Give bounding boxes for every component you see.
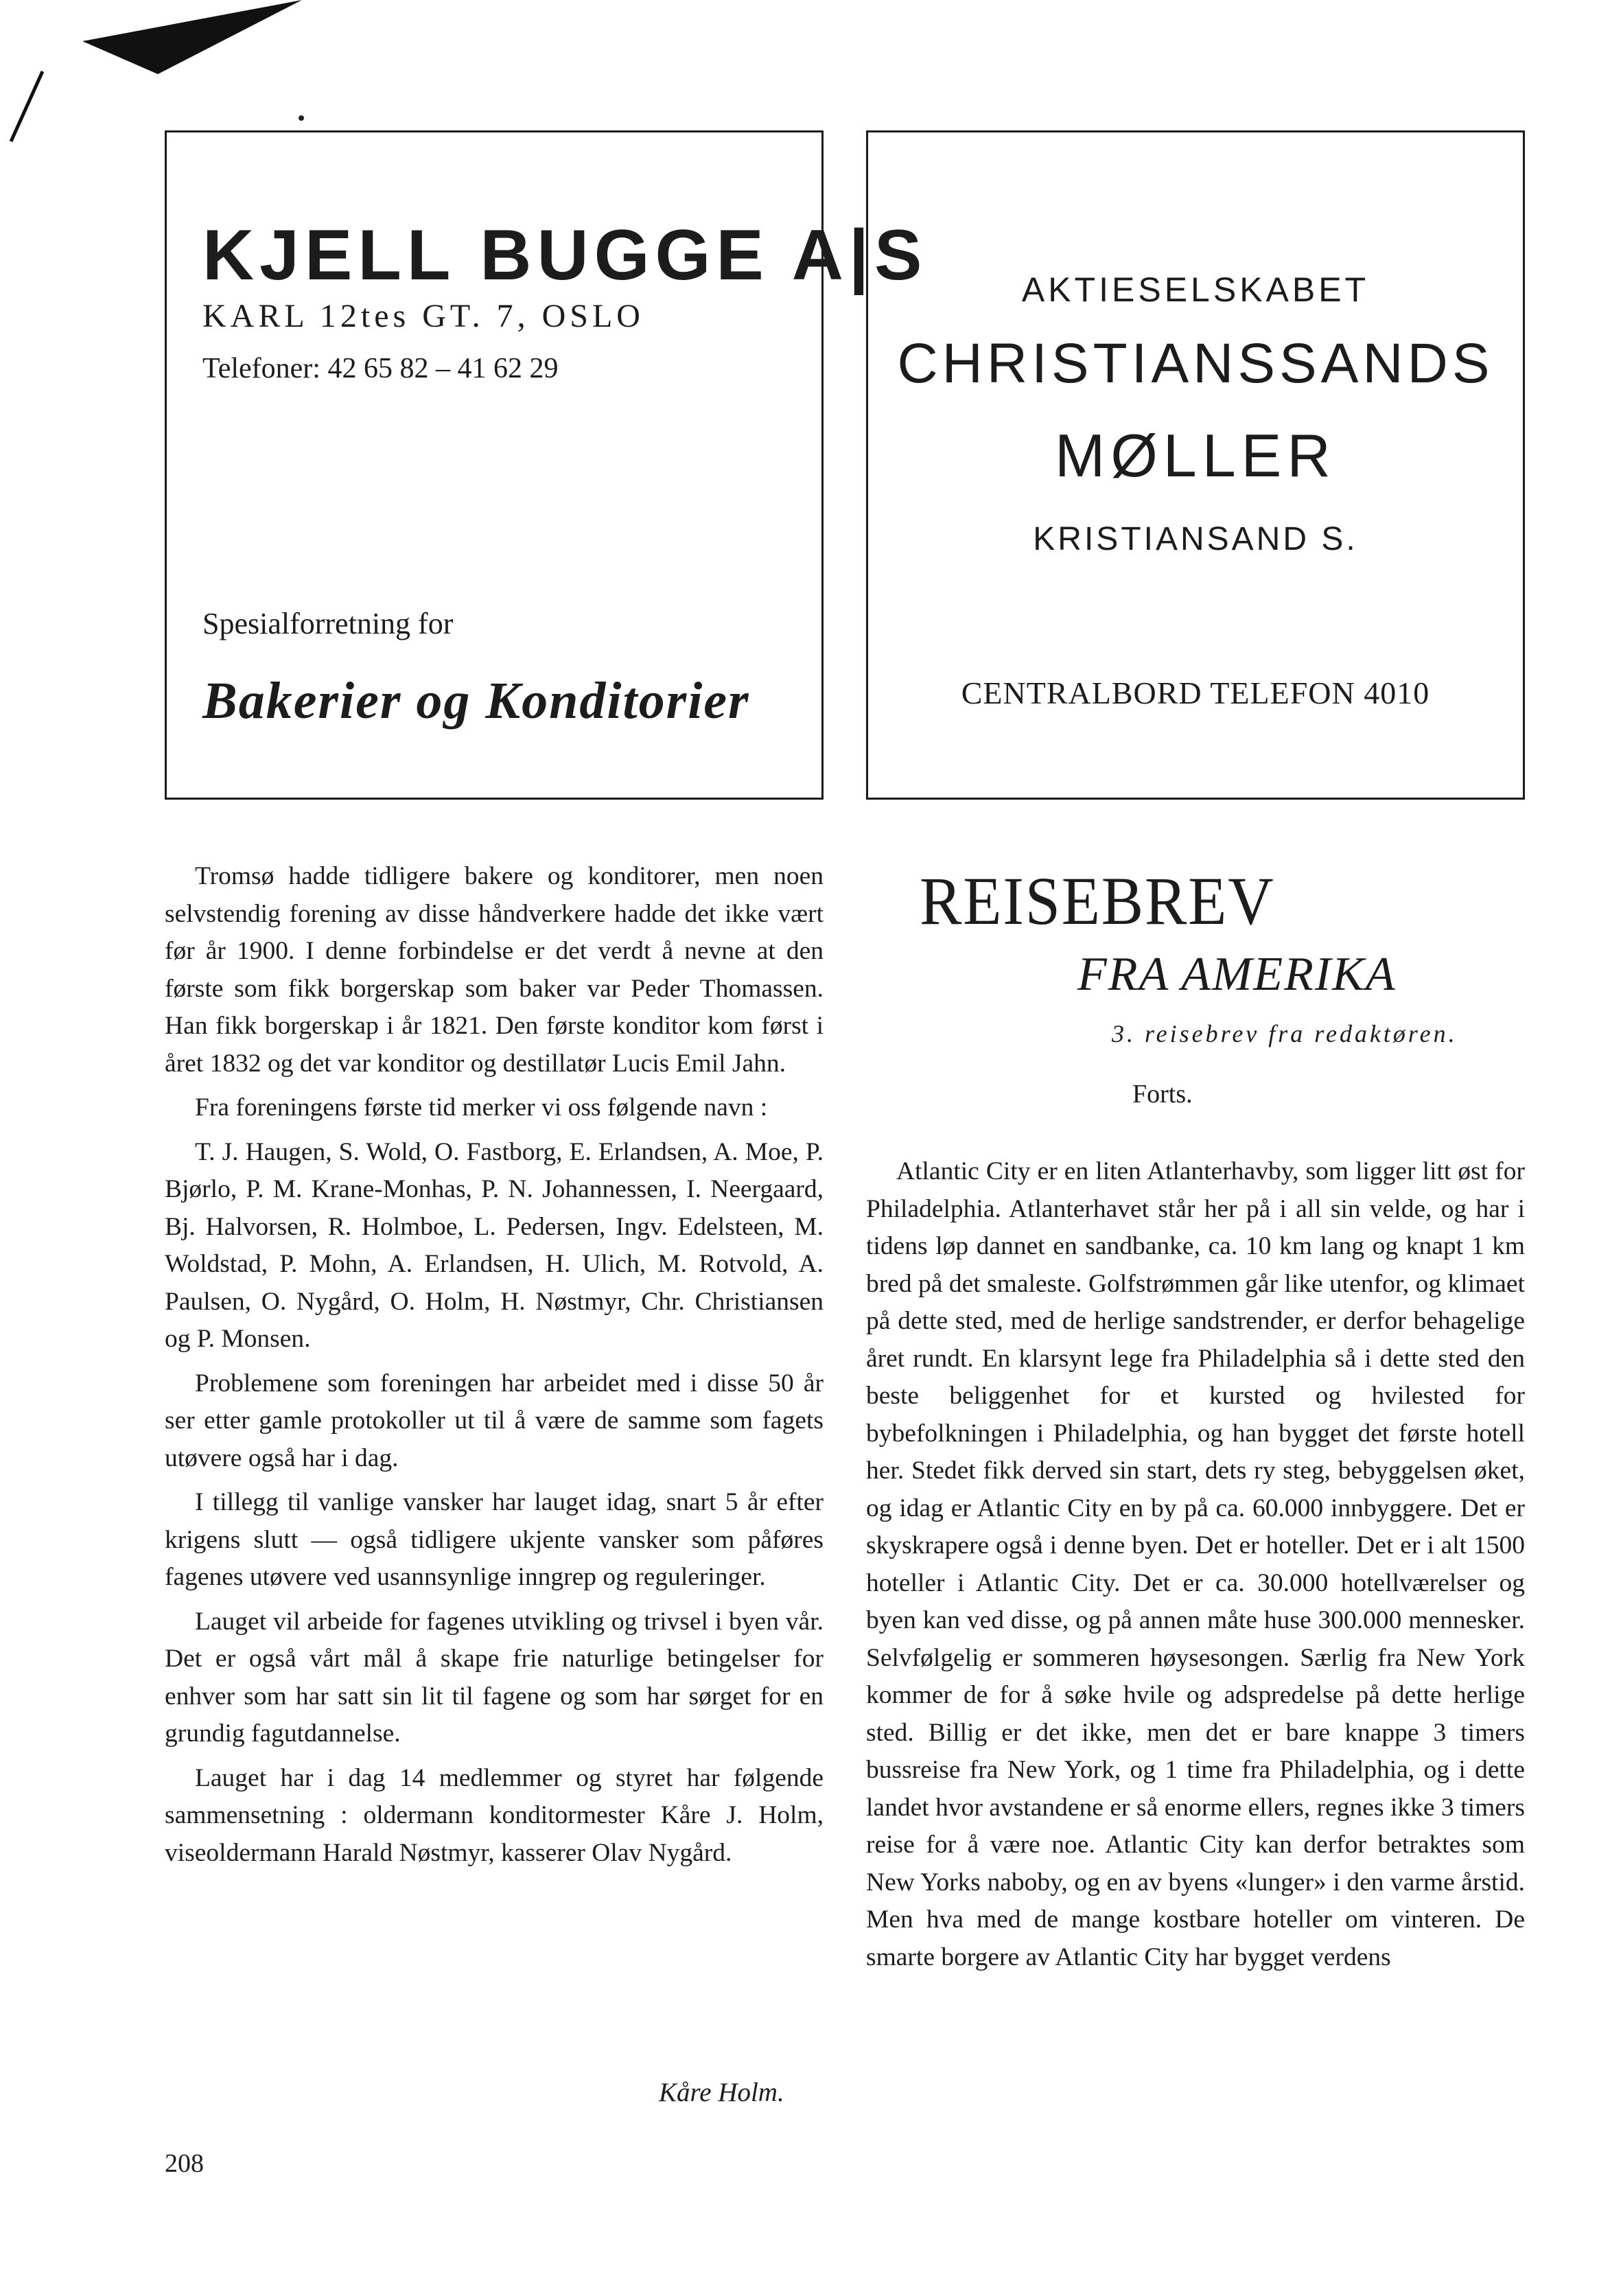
ad-kjell-bugge (165, 130, 928, 800)
left-column (165, 858, 824, 1879)
ad-company-name: KJELL BUGGE A|S (202, 216, 928, 295)
page-number: 208 (165, 2149, 204, 2178)
article-byline: 3. reisebrev fra redaktøren. (1112, 1020, 1458, 1047)
ad-address: KARL 12tes GT. 7, OSLO (202, 298, 644, 334)
paragraph: Tromsø hadde tidligere bakere og konditorer, men noen selvstendig forening av disse håndverkere hadde det ikke vært før år 1900. I denne forbindelse er det verdt å nevne at den første som fikk borgerskap som baker var Peder Thomassen. Han fikk borgerskap i år 1821. Den første konditor kom først i året 1832 og det var konditor og destillatør Lucis Emil Jahn. (165, 862, 824, 1078)
article-title: REISEBREV (920, 863, 1275, 939)
print-dot (299, 115, 304, 121)
right-column (866, 1153, 1525, 1983)
paragraph: Fra foreningens første tid merker vi oss følgende navn : (195, 1093, 768, 1122)
ad-phones: Telefoner: 42 65 82 – 41 62 29 (202, 353, 559, 384)
article-continued: Forts. (1132, 1080, 1193, 1109)
ad-phone: CENTRALBORD TELEFON 4010 (961, 675, 1430, 710)
paragraph: Lauget har i dag 14 medlemmer og styret har følgende sammensetning : oldermann konditormester Kåre J. Holm, viseoldermann Harald Nøstmyr, kasserer Olav Nygård. (165, 1763, 824, 1867)
signature: Kåre Holm. (659, 2078, 784, 2107)
ad-specialty-intro: Spesialforretning for (202, 607, 454, 640)
corner-slash-mark (7, 69, 48, 144)
paragraph: Atlantic City er en liten Atlanterhavby, som ligger litt øst for Philadelphia. Atlanterhavet står her på i all sin velde, og har i tidens løp dannet en sandbanke, ca. 10 km lang og knapt 1 km bred på det smaleste. Golfstrømmen går like utenfor, og klimaet på dette sted, med de herlige sandstrender, er derfor behagelige året rundt. En klarsynt lege fra Philadelphia så i dette sted den beste beliggenhet for et kursted og hvilested for bybefolkningen i Philadelphia, og han bygget det første hotell her. Stedet fikk derved sin start, dets ry steg, bebyggelsen øket, og idag er Atlantic City en by på ca. 60.000 innbyggere. Det er skyskrapere også i denne byen. Det er hoteller. Det er i alt 1500 hoteller i Atlantic City. Det er ca. 30.000 hotellværelser og byen kan ved disse, og på annen måte huse 300.000 mennesker. Selvfølgelig er sommeren høysesongen. Særlig fra New York kommer de for å søke hvile og adspredelse på dette herlige sted. Billig er det ikke, men det er bare knappe 3 timers bussreise fra New York, og 1 time fra Philadelphia, og i dette landet hvor avstandene er så enorme ellers, regnes ikke 3 timers reise for å være noe. Atlantic City kan derfor betraktes som New Yorks naboby, og en av byens «lunger» i den varme årstid. Men hva med de mange kostbare hoteller om vinteren. De smarte borgere av Atlantic City har bygget verdens (866, 1157, 1525, 1971)
paragraph: T. J. Haugen, S. Wold, O. Fastborg, E. Erlandsen, A. Moe, P. Bjørlo, P. M. Krane-Monhas, P. N. Johannessen, I. Neergaard, Bj. Halvorsen, R. Holmboe, L. Pedersen, Ingv. Edelsteen, M. Woldstad, P. Mohn, A. Erlandsen, H. Ulich, M. Rotvold, A. Paulsen, O. Nygård, O. Holm, H. Nøstmyr, Chr. Christiansen og P. Monsen. (165, 1137, 824, 1353)
ad-prefix: AKTIESELSKABET (1021, 270, 1370, 309)
paragraph: Lauget vil arbeide for fagenes utvikling og trivsel i byen vår. Det er også vårt mål å skape frie naturlige betingelser for enhver som har satt sin lit til fagene og som har sørget for en grundig fagutdannelse. (165, 1607, 824, 1748)
ad-specialty: Bakerier og Konditorier (202, 672, 750, 730)
ad-city: KRISTIANSAND S. (1033, 521, 1358, 557)
ad-christianssands-moller (866, 130, 1525, 800)
corner-wedge-mark (82, 0, 302, 76)
ad-name-line2: MØLLER (1055, 421, 1336, 489)
article-subtitle: FRA AMERIKA (1077, 948, 1397, 1001)
paragraph: I tillegg til vanlige vansker har lauget idag, snart 5 år efter krigens slutt — også tidligere ukjente vansker som påføres fagenes utøvere ved usannsynlige inngrep og reguleringer. (165, 1488, 824, 1591)
ad-name-line1: CHRISTIANSSANDS (897, 332, 1494, 395)
paragraph: Problemene som foreningen har arbeidet med i disse 50 år ser etter gamle protokoller ut til å være de samme som fagets utøvere også har i dag. (165, 1369, 824, 1472)
